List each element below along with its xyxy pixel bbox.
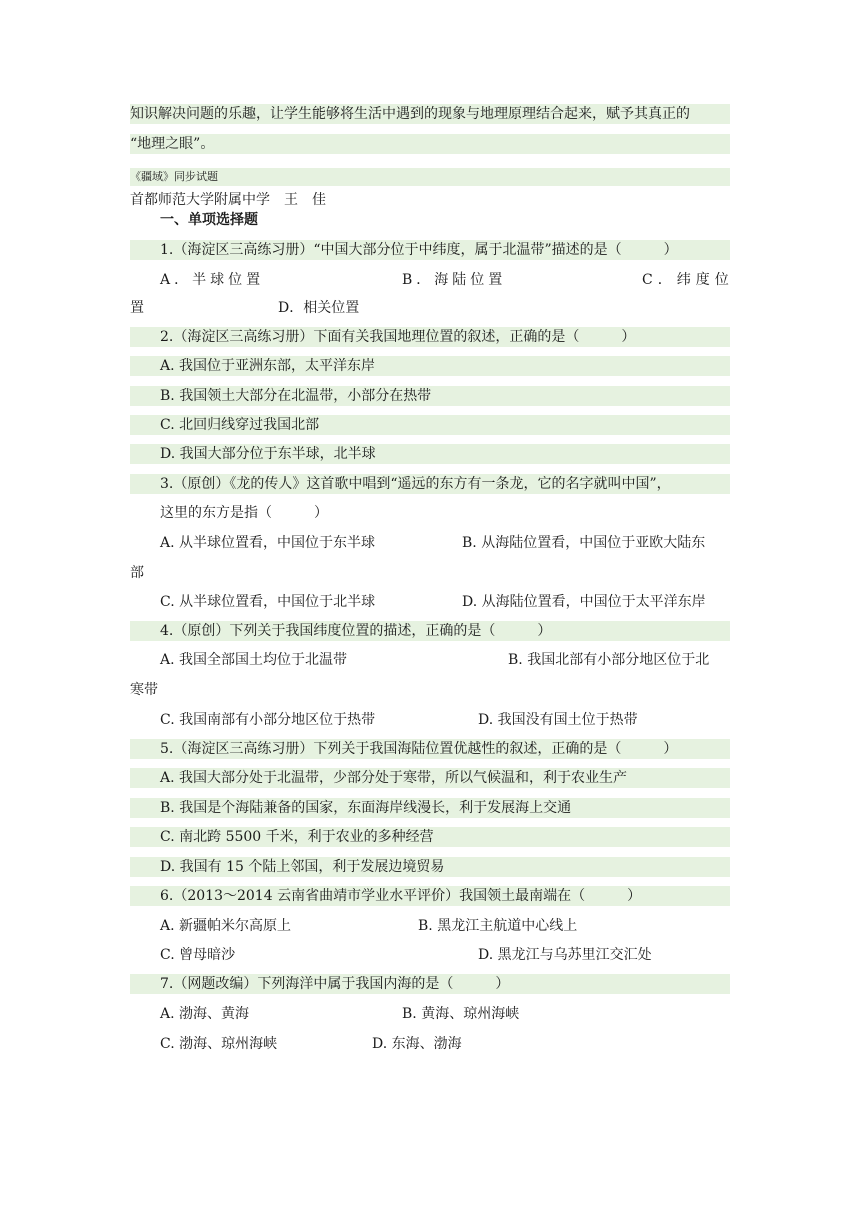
question-5-option-b: B. 我国是个海陆兼备的国家，东面海岸线漫长，利于发展海上交通 bbox=[130, 798, 730, 818]
question-1-option-c: C．纬度位 bbox=[642, 272, 734, 288]
question-3-option-b-cont: 部 bbox=[130, 565, 144, 581]
question-2-stem: 2.（海淀区三高练习册）下面有关我国地理位置的叙述，正确的是（ ） bbox=[130, 327, 730, 347]
question-4-option-d: D. 我国没有国土位于热带 bbox=[478, 712, 638, 728]
question-3-option-c: C. 从半球位置看，中国位于北半球 bbox=[160, 594, 376, 610]
question-1-option-a: A．半球位置 bbox=[160, 272, 265, 288]
question-3-option-b: B. 从海陆位置看，中国位于亚欧大陆东 bbox=[462, 535, 706, 551]
question-6-option-d: D. 黑龙江与乌苏里江交汇处 bbox=[478, 947, 652, 963]
question-5-option-c: C. 南北跨 5500 千米，利于农业的多种经营 bbox=[130, 827, 730, 847]
question-2-option-d: D. 我国大部分位于东半球，北半球 bbox=[130, 444, 730, 464]
question-1-option-b: B．海陆位置 bbox=[402, 272, 507, 288]
question-7-option-c: C. 渤海、琼州海峡 bbox=[160, 1036, 278, 1052]
question-4-stem: 4.（原创）下列关于我国纬度位置的描述，正确的是（ ） bbox=[130, 621, 730, 641]
question-2-option-a: A. 我国位于亚洲东部，太平洋东岸 bbox=[130, 356, 730, 376]
question-3-stem: 3.（原创）《龙的传人》这首歌中唱到“遥远的东方有一条龙，它的名字就叫中国”， bbox=[130, 474, 730, 494]
question-7-stem: 7.（网题改编）下列海洋中属于我国内海的是（ ） bbox=[130, 974, 730, 994]
question-2-option-b: B. 我国领土大部分在北温带，小部分在热带 bbox=[130, 386, 730, 406]
section-heading: 一、单项选择题 bbox=[160, 212, 258, 228]
question-1-option-c-cont: 置 bbox=[130, 300, 144, 316]
question-6-stem: 6.（2013～2014 云南省曲靖市学业水平评价）我国领土最南端在（ ） bbox=[130, 886, 730, 906]
question-4-option-b: B. 我国北部有小部分地区位于北 bbox=[508, 652, 710, 668]
question-3-option-d: D. 从海陆位置看，中国位于太平洋东岸 bbox=[462, 594, 706, 610]
question-4-option-c: C. 我国南部有小部分地区位于热带 bbox=[160, 712, 376, 728]
question-4-option-a: A. 我国全部国土均位于北温带 bbox=[160, 652, 348, 668]
question-5-stem: 5.（海淀区三高练习册）下列关于我国海陆位置优越性的叙述，正确的是（ ） bbox=[130, 739, 730, 759]
question-1-option-d: D．相关位置 bbox=[278, 300, 360, 316]
question-2-option-c: C. 北回归线穿过我国北部 bbox=[130, 415, 730, 435]
question-5-option-a: A. 我国大部分处于北温带，少部分处于寒带，所以气候温和，利于农业生产 bbox=[130, 768, 730, 788]
question-7-option-b: B. 黄海、琼州海峡 bbox=[402, 1006, 520, 1022]
question-1-stem: 1.（海淀区三高练习册）“中国大部分位于中纬度，属于北温带”描述的是（ ） bbox=[130, 240, 730, 260]
question-3-option-a: A. 从半球位置看，中国位于东半球 bbox=[160, 535, 376, 551]
question-6-option-a: A. 新疆帕米尔高原上 bbox=[160, 918, 292, 934]
question-7-option-d: D. 东海、渤海 bbox=[372, 1036, 462, 1052]
intro-line-2: “地理之眼”。 bbox=[130, 134, 730, 154]
question-4-option-b-cont: 寒带 bbox=[130, 682, 158, 698]
question-6-option-c: C. 曾母暗沙 bbox=[160, 947, 236, 963]
intro-line-1: 知识解决问题的乐趣，让学生能够将生活中遇到的现象与地理原理结合起来，赋予其真正的 bbox=[130, 104, 730, 124]
test-title: 《疆域》同步试题 bbox=[130, 168, 730, 186]
author-line: 首都师范大学附属中学 王 佳 bbox=[130, 192, 326, 208]
question-7-option-a: A. 渤海、黄海 bbox=[160, 1006, 250, 1022]
question-3-stem-cont: 这里的东方是指（ ） bbox=[160, 505, 328, 521]
question-5-option-d: D. 我国有 15 个陆上邻国，利于发展边境贸易 bbox=[130, 857, 730, 877]
question-6-option-b: B. 黑龙江主航道中心线上 bbox=[418, 918, 578, 934]
